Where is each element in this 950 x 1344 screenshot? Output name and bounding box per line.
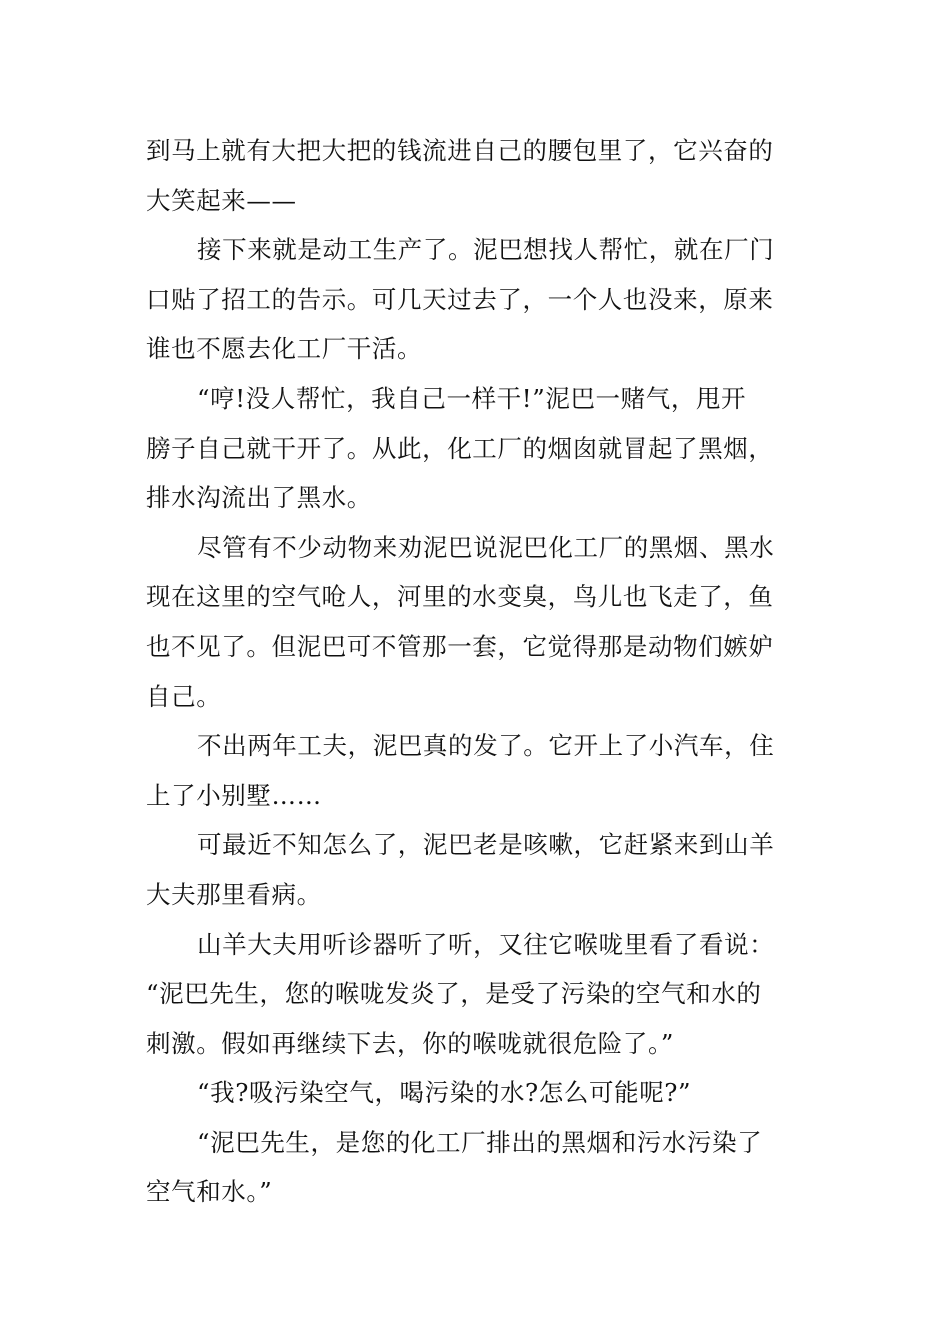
text-line: “哼!没人帮忙，我自己一样干!”泥巴一赌气，甩开 bbox=[197, 383, 747, 413]
text-line: 不出两年工夫，泥巴真的发了。它开上了小汽车，住 bbox=[197, 731, 775, 761]
text-line: 大笑起来—— bbox=[146, 185, 297, 215]
text-line: 可最近不知怎么了，泥巴老是咳嗽，它赶紧来到山羊 bbox=[197, 830, 775, 860]
text-line: 接下来就是动工生产了。泥巴想找人帮忙，就在厂门 bbox=[197, 235, 775, 265]
text-line: “我?吸污染空气，喝污染的水?怎么可能呢?” bbox=[197, 1078, 692, 1108]
paragraph-8 bbox=[146, 1068, 806, 1118]
text-line: 尽管有不少动物来劝泥巴说泥巴化工厂的黑烟、黑水 bbox=[197, 532, 775, 562]
text-line: 现在这里的空气呛人，河里的水变臭，鸟儿也飞走了，鱼 bbox=[146, 582, 774, 612]
text-line: “泥巴先生，是您的化工厂排出的黑烟和污水污染了 bbox=[197, 1127, 763, 1157]
text-line: “泥巴先生，您的喉咙发炎了，是受了污染的空气和水的 bbox=[146, 979, 762, 1009]
text-line: 山羊大夫用听诊器听了听，又往它喉咙里看了看说： bbox=[197, 929, 775, 959]
paragraph-5 bbox=[146, 721, 806, 820]
paragraph-1 bbox=[146, 126, 806, 225]
text-line: 上了小别墅…… bbox=[146, 780, 322, 810]
document-body bbox=[146, 126, 806, 1217]
paragraph-6 bbox=[146, 820, 806, 919]
text-line: 口贴了招工的告示。可几天过去了，一个人也没来，原来 bbox=[146, 284, 774, 314]
text-line: 空气和水。” bbox=[146, 1177, 273, 1207]
paragraph-3 bbox=[146, 374, 806, 523]
text-line: 排水沟流出了黑水。 bbox=[146, 483, 372, 513]
text-line: 到马上就有大把大把的钱流进自己的腰包里了，它兴奋的 bbox=[146, 136, 774, 165]
text-line: 也不见了。但泥巴可不管那一套，它觉得那是动物们嫉妒 bbox=[146, 631, 774, 661]
paragraph-7 bbox=[146, 920, 806, 1069]
paragraph-2 bbox=[146, 225, 806, 374]
text-line: 大夫那里看病。 bbox=[146, 879, 322, 909]
text-line: 自己。 bbox=[146, 681, 222, 711]
text-line: 刺激。假如再继续下去，你的喉咙就很危险了。” bbox=[146, 1028, 674, 1058]
paragraph-9 bbox=[146, 1118, 806, 1217]
paragraph-4 bbox=[146, 523, 806, 721]
text-line: 膀子自己就干开了。从此，化工厂的烟囱就冒起了黑烟， bbox=[146, 433, 774, 463]
text-line: 谁也不愿去化工厂干活。 bbox=[146, 334, 423, 364]
